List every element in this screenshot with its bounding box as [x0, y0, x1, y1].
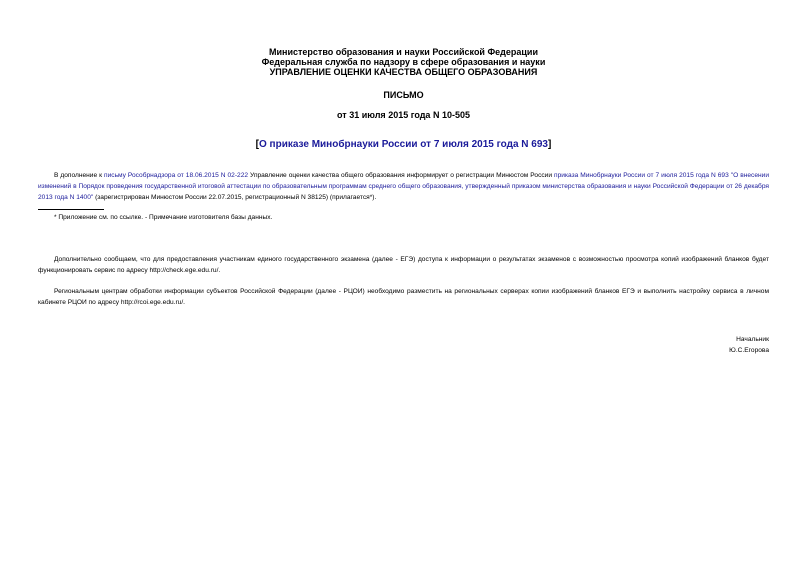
doc-date: от 31 июля 2015 года N 10-505 [337, 110, 470, 120]
paragraph-2: Дополнительно сообщаем, что для предоставления участникам единого государственного экзамена (далее - ЕГЭ) доступа к информации о результатах экзаменов с возможностью просмотра копий изображений бланков будет функционировать сервис по адресу http://check.ege.edu.ru/. [38, 256, 769, 274]
header-service: Федеральная служба по надзору в сфере образования и науки [261, 57, 546, 67]
subject-link[interactable]: О приказе Минобрнауки России от 7 июля 2015 года N 693 [258, 139, 548, 150]
footnote: * Приложение см. по ссылке. - Примечание изготовителя базы данных. [54, 214, 273, 221]
footnote-divider [38, 209, 104, 210]
doc-type: ПИСЬМО [383, 90, 424, 100]
signature-position: Начальник [736, 336, 769, 343]
p1-text-2: Управление оценки качества общего образования информирует о регистрации Минюстом России [248, 172, 555, 179]
subject-bracket-close: ] [548, 139, 552, 150]
signature-name: Ю.С.Егорова [729, 347, 769, 354]
order-693-link[interactable]: приказа Минобрнауки России от 7 июля 2015 года N 693 "О внесении изменений в Порядок проведения государственной итоговой аттестации по образовательным программам среднего общего образования, утвержденный приказом министерства образования и науки Российской Федерации от 26 декабря 2013 года N 1400" [38, 172, 770, 201]
doc-subject [38, 139, 769, 151]
paragraph-3: Региональным центрам обработки информации субъектов Российской Федерации (далее - РЦОИ) необходимо разместить на региональных серверах копии изображений бланков ЕГЭ и выполнить настройку сервиса в личном кабинете РЦОИ по адресу http://rcoi.ege.edu.ru/. [38, 288, 769, 306]
rosobrnadzor-letter-link[interactable]: письму Рособрнадзора от 18.06.2015 N 02-222 [104, 172, 249, 179]
p1-text-1: В дополнение к [54, 172, 105, 179]
subject-bracket-open: [ [255, 139, 259, 150]
document-page [38, 0, 769, 571]
header-department: УПРАВЛЕНИЕ ОЦЕНКИ КАЧЕСТВА ОБЩЕГО ОБРАЗОВАНИЯ [269, 67, 538, 77]
p1-text-3: (зарегистрирован Минюстом России 22.07.2015, регистрационный N 38125) (прилагается*). [93, 194, 377, 201]
paragraph-1 [38, 170, 769, 203]
header-ministry: Министерство образования и науки Российской Федерации [269, 47, 538, 57]
